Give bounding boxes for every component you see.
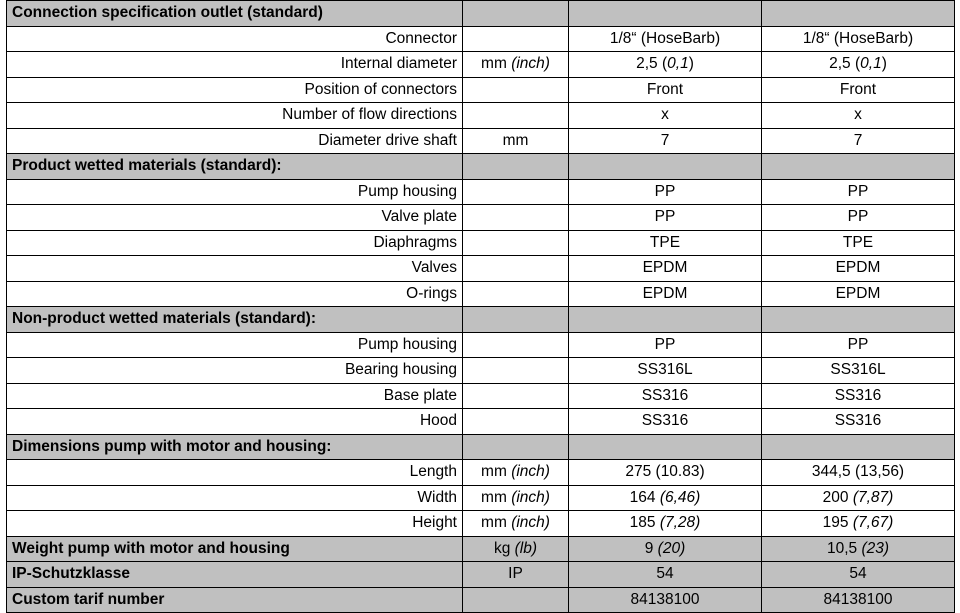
cell-text: Front [646,80,684,98]
value-cell-model-2 [762,587,955,613]
italic-text: (23) [861,539,890,557]
cell-text: 2,5 ( [636,55,668,73]
unit-cell [463,52,569,78]
unit-cell [463,128,569,154]
table-row [7,358,955,384]
cell-text: PP [654,335,676,353]
row-label [7,511,463,537]
cell-text: Length [409,463,457,481]
cell-text: Connector [385,29,457,47]
cell-text: ) [688,55,694,73]
value-cell-model-2 [762,128,955,154]
italic-text: (6,46) [659,488,701,506]
value-cell-model-1 [569,1,762,27]
unit-cell [463,485,569,511]
row-label [7,409,463,435]
cell-text: SS316 [834,412,882,430]
table-row [7,332,955,358]
cell-text: mm [481,488,512,506]
cell-text: Diameter drive shaft [318,131,457,149]
italic-text: (inch) [511,463,550,481]
italic-text: (7,67) [852,514,894,532]
unit-cell [463,536,569,562]
value-cell-model-1 [569,332,762,358]
value-cell-model-2 [762,511,955,537]
unit-cell [463,358,569,384]
unit-cell [463,587,569,613]
value-cell-model-2 [762,409,955,435]
value-cell-model-2 [762,562,955,588]
italic-text: 0,1 [667,55,689,73]
value-cell-model-1 [569,562,762,588]
unit-cell [463,1,569,27]
value-cell-model-1 [569,434,762,460]
value-cell-model-2 [762,1,955,27]
cell-text: Non-product wetted materials (standard): [12,310,316,328]
cell-text: Height [412,514,457,532]
value-cell-model-1 [569,52,762,78]
cell-text: Internal diameter [340,55,457,73]
value-cell-model-1 [569,358,762,384]
cell-text: kg [493,539,515,557]
cell-text: Pump housing [357,182,457,200]
value-cell-model-1 [569,205,762,231]
table-row [7,460,955,486]
cell-text: Number of flow directions [282,106,457,124]
cell-text: SS316L [637,361,693,379]
cell-text: Weight pump with motor and housing [12,539,290,557]
row-label [7,281,463,307]
italic-text: (20) [657,539,686,557]
unit-cell [463,154,569,180]
italic-text: (7,28) [659,514,701,532]
italic-text: (lb) [514,539,538,557]
unit-cell [463,230,569,256]
row-label [7,536,463,562]
table-row [7,281,955,307]
value-cell-model-2 [762,103,955,129]
value-cell-model-1 [569,154,762,180]
table-row [7,511,955,537]
cell-text: IP [508,565,523,583]
value-cell-model-1 [569,460,762,486]
table-row [7,485,955,511]
cell-text: TPE [649,233,681,251]
value-cell-model-2 [762,179,955,205]
section-header-row [7,154,955,180]
cell-text: ) [881,55,887,73]
unit-cell [463,434,569,460]
cell-text: 1/8“ (HoseBarb) [802,29,914,47]
cell-text: SS316 [641,412,689,430]
unit-cell [463,511,569,537]
section-header-row [7,1,955,27]
unit-cell [463,383,569,409]
cell-text: x [661,106,669,124]
cell-text: 84138100 [630,590,700,608]
value-cell-model-1 [569,128,762,154]
cell-text: Diaphragms [373,233,457,251]
section-title [7,1,463,27]
value-cell-model-2 [762,434,955,460]
value-cell-model-2 [762,154,955,180]
table-row [7,230,955,256]
italic-text: (7,87) [852,488,894,506]
row-label [7,485,463,511]
row-label [7,179,463,205]
value-cell-model-1 [569,256,762,282]
unit-cell [463,409,569,435]
cell-text: PP [847,182,869,200]
cell-text: 84138100 [823,590,893,608]
cell-text: EPDM [835,284,881,302]
cell-text: PP [847,208,869,226]
italic-text: (inch) [511,488,550,506]
unit-cell [463,103,569,129]
table-row [7,383,955,409]
cell-text: mm [481,55,512,73]
row-label [7,77,463,103]
unit-cell [463,281,569,307]
cell-text: 54 [849,565,867,583]
value-cell-model-2 [762,358,955,384]
row-label [7,103,463,129]
cell-text: Valves [411,259,457,277]
unit-cell [463,77,569,103]
value-cell-model-1 [569,281,762,307]
unit-cell [463,332,569,358]
value-cell-model-1 [569,536,762,562]
spec-table-body [7,1,955,613]
unit-cell [463,460,569,486]
table-row [7,26,955,52]
value-cell-model-1 [569,485,762,511]
cell-text: x [854,106,862,124]
italic-text: (inch) [511,55,550,73]
value-cell-model-2 [762,332,955,358]
row-label [7,358,463,384]
row-label [7,383,463,409]
row-label [7,332,463,358]
value-cell-model-2 [762,383,955,409]
row-label [7,26,463,52]
cell-text: 275 (10.83) [625,463,705,481]
cell-text: PP [847,335,869,353]
table-row [7,205,955,231]
cell-text: Bearing housing [344,361,457,379]
cell-text: 2,5 ( [829,55,861,73]
row-label [7,460,463,486]
value-cell-model-1 [569,383,762,409]
cell-text: 344,5 (13,56) [811,463,905,481]
cell-text: PP [654,208,676,226]
unit-cell [463,256,569,282]
cell-text: EPDM [642,284,688,302]
cell-text: Product wetted materials (standard): [12,157,282,175]
section-title [7,434,463,460]
cell-text: SS316 [641,386,689,404]
table-row [7,103,955,129]
value-cell-model-2 [762,77,955,103]
cell-text: EPDM [835,259,881,277]
cell-text: SS316 [834,386,882,404]
table-row [7,409,955,435]
section-header-row [7,434,955,460]
value-cell-model-1 [569,26,762,52]
row-label [7,562,463,588]
value-cell-model-1 [569,307,762,333]
row-label [7,205,463,231]
row-label [7,128,463,154]
value-cell-model-2 [762,230,955,256]
value-cell-model-2 [762,281,955,307]
cell-text: 7 [660,131,670,149]
value-cell-model-2 [762,485,955,511]
summary-row [7,562,955,588]
value-cell-model-2 [762,205,955,231]
cell-text: 7 [853,131,863,149]
section-header-row [7,307,955,333]
cell-text: Front [839,80,877,98]
cell-text: Width [417,488,457,506]
cell-text: EPDM [642,259,688,277]
table-row [7,256,955,282]
summary-row [7,587,955,613]
italic-text: (inch) [511,514,550,532]
value-cell-model-1 [569,230,762,256]
table-row [7,52,955,78]
summary-row [7,536,955,562]
row-label [7,256,463,282]
table-row [7,179,955,205]
unit-cell [463,562,569,588]
value-cell-model-1 [569,409,762,435]
value-cell-model-1 [569,77,762,103]
value-cell-model-1 [569,179,762,205]
cell-text: Custom tarif number [12,590,165,608]
value-cell-model-2 [762,256,955,282]
row-label [7,230,463,256]
value-cell-model-2 [762,26,955,52]
cell-text: Base plate [383,386,457,404]
cell-text: Hood [419,412,457,430]
cell-text: 10,5 [826,539,862,557]
cell-text: TPE [842,233,874,251]
value-cell-model-1 [569,587,762,613]
unit-cell [463,307,569,333]
value-cell-model-2 [762,52,955,78]
value-cell-model-1 [569,511,762,537]
cell-text: 164 [629,488,660,506]
table-row [7,77,955,103]
cell-text: 195 [822,514,853,532]
cell-text: Pump housing [357,335,457,353]
cell-text: mm [481,514,512,532]
cell-text: 54 [656,565,674,583]
unit-cell [463,26,569,52]
unit-cell [463,179,569,205]
cell-text: SS316L [830,361,886,379]
cell-text: 185 [629,514,660,532]
cell-text: 200 [822,488,853,506]
row-label [7,587,463,613]
cell-text: Connection specification outlet (standard) [12,4,323,22]
cell-text: mm [502,131,529,149]
cell-text: PP [654,182,676,200]
cell-text: IP-Schutzklasse [12,565,131,583]
row-label [7,52,463,78]
cell-text: Dimensions pump with motor and housing: [12,437,332,455]
value-cell-model-2 [762,536,955,562]
cell-text: 9 [644,539,658,557]
unit-cell [463,205,569,231]
cell-text: 1/8“ (HoseBarb) [609,29,721,47]
spec-table [6,0,955,613]
cell-text: Position of connectors [304,80,457,98]
cell-text: O-rings [406,284,457,302]
cell-text: Valve plate [381,208,457,226]
section-title [7,307,463,333]
value-cell-model-2 [762,460,955,486]
table-row [7,128,955,154]
italic-text: 0,1 [860,55,882,73]
cell-text: mm [481,463,512,481]
value-cell-model-2 [762,307,955,333]
value-cell-model-1 [569,103,762,129]
section-title [7,154,463,180]
